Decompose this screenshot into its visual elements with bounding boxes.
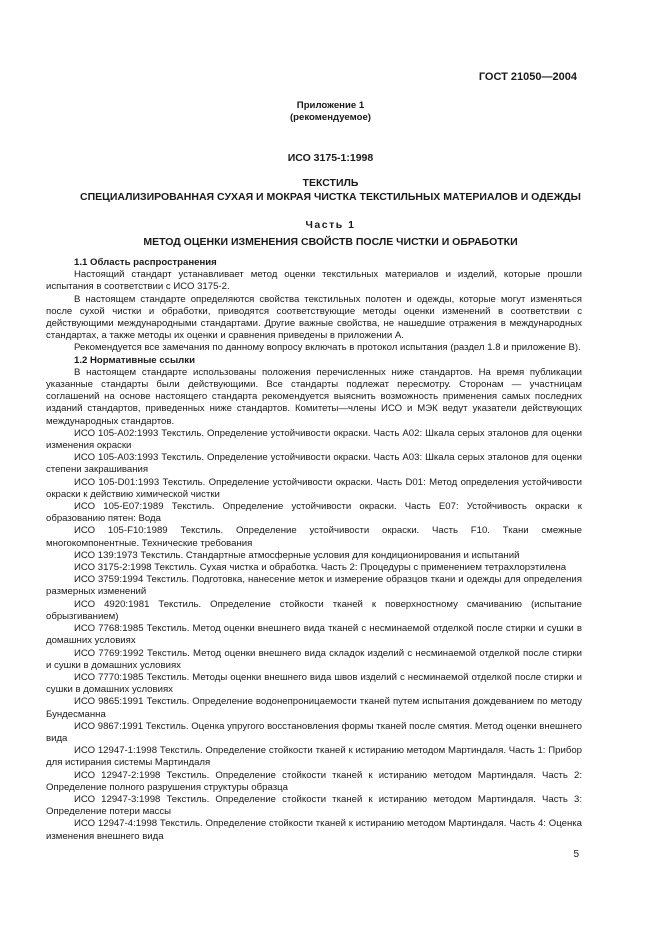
part-heading: Часть 1 [305, 219, 356, 231]
title-line-3: МЕТОД ОЦЕНКИ ИЗМЕНЕНИЯ СВОЙСТВ ПОСЛЕ ЧИСТКИ И ОБРАБОТКИ [143, 236, 518, 248]
paragraph: ИСО 105-A02:1993 Текстиль. Определение устойчивости окраски. Часть A02: Шкала серых эталонов для оценки изменения окраски [46, 427, 582, 452]
paragraph: ИСО 3175-2:1998 Текстиль. Сухая чистка и обработка. Часть 2: Процедуры с применением тетрахлорэтилена [74, 562, 567, 574]
appendix-note: (рекомендуемое) [289, 112, 371, 123]
title-line-2: СПЕЦИАЛИЗИРОВАННАЯ СУХАЯ И МОКРАЯ ЧИСТКА ТЕКСТИЛЬНЫХ МАТЕРИАЛОВ И ОДЕЖДЫ [80, 191, 581, 203]
paragraph: ИСО 12947-4:1998 Текстиль. Определение стойкости тканей к истиранию методом Мартиндаля. Часть 4: Оценка изменения внешнего вида [46, 818, 582, 842]
paragraph: ИСО 7768:1985 Текстиль. Метод оценки внешнего вида тканей с несминаемой отделкой после стирки и сушки в домашних условиях [46, 623, 582, 647]
document-body [46, 257, 582, 843]
paragraph: ИСО 3759:1994 Текстиль. Подготовка, нанесение меток и измерение образцов ткани и одежды для определения размерных изменений [46, 574, 582, 598]
document-code: ГОСТ 21050—2004 [478, 71, 577, 83]
paragraph: В настоящем стандарте использованы положения перечисленных ниже стандартов. На время публикации указанные стандарты были действующими. Все стандарты подлежат пересмотру. Сторонам — участницам соглашений на основе настоящего стандарта рекомендуется выяснить возможность применения самых последних изданий стандартов, приведенных ниже стандартов. Комитеты—члены ИСО и МЭК ведут указатели действующих международных стандартов. [46, 366, 582, 427]
paragraph: Рекомендуется все замечания по данному вопросу включать в протокол испытания (раздел 1.8 и приложение В). [74, 342, 581, 354]
paragraph: В настоящем стандарте определяются свойства текстильных полотен и одежды, которые могут изменяться после сухой чистки и обработки, приводятся соответствующие методы оценки изменений в соответствии с действующими международными стандартами. Другие важные свойства, не нашедшие отражения в международных стандартах, а также методы их оценки и сравнения приведены в приложении А. [46, 293, 582, 342]
paragraph: ИСО 7769:1992 Текстиль. Метод оценки внешнего вида складок изделий с несминаемой отделкой после стирки и сушки в домашних условиях [46, 647, 582, 671]
paragraph: ИСО 7770:1985 Текстиль. Методы оценки внешнего вида швов изделий с несминаемой отделкой после стирки и сушки в домашних условиях [46, 671, 582, 696]
paragraph: ИСО 105-E07:1989 Текстиль. Определение устойчивости окраски. Часть E07: Устойчивость окраски к образованию пятен: Вода [46, 501, 582, 525]
section-heading: 1.2 Нормативные ссылки [74, 354, 195, 366]
paragraph: ИСО 105-A03:1993 Текстиль. Определение устойчивости окраски. Часть A03: Шкала серых эталонов для оценки степени закрашивания [46, 452, 582, 476]
section-heading: 1.1 Область распространения [74, 257, 217, 268]
paragraph: Настоящий стандарт устанавливает метод оценки текстильных материалов и изделий, которые прошли испытания в соответствии с ИСО 3175-2. [46, 269, 582, 293]
paragraph: ИСО 9865:1991 Текстиль. Определение водонепроницаемости тканей путем испытания дождеванием по методу Бундесманна [46, 696, 582, 720]
appendix-label: Приложение 1 [296, 100, 365, 111]
paragraph: ИСО 105-F10:1989 Текстиль. Определение устойчивости окраски. Часть F10. Ткани смежные многокомпонентные. Технические требования [46, 525, 582, 549]
paragraph: ИСО 139:1973 Текстиль. Стандартные атмосферные условия для кондиционирования и испытаний [74, 549, 520, 561]
paragraph: ИСО 105-D01:1993 Текстиль. Определение устойчивости окраски. Часть D01: Метод определения устойчивости окраски к действию химической чистки [46, 476, 582, 500]
title-line-1: ТЕКСТИЛЬ [302, 177, 359, 189]
iso-reference: ИСО 3175-1:1998 [287, 152, 374, 164]
paragraph: ИСО 9867:1991 Текстиль. Оценка упругого восстановления формы тканей после смятия. Метод оценки внешнего вида [46, 720, 582, 744]
paragraph: ИСО 4920:1981 Текстиль. Определение стойкости тканей к поверхностному смачиванию (испытание обрызгиванием) [46, 598, 582, 622]
paragraph: ИСО 12947-1:1998 Текстиль. Определение стойкости тканей к истиранию методом Мартиндаля. Часть 1: Прибор для истирания системы Мартиндаля [46, 745, 582, 769]
appendix-heading [45, 100, 616, 124]
page-number: 5 [573, 849, 579, 860]
paragraph: ИСО 12947-2:1998 Текстиль. Определение стойкости тканей к истиранию методом Мартиндаля. Часть 2: Определение полного разрушения структуры образца [46, 769, 582, 793]
paragraph: ИСО 12947-3:1998 Текстиль. Определение стойкости тканей к истиранию методом Мартиндаля. Часть 3: Определение потери массы [46, 793, 582, 818]
